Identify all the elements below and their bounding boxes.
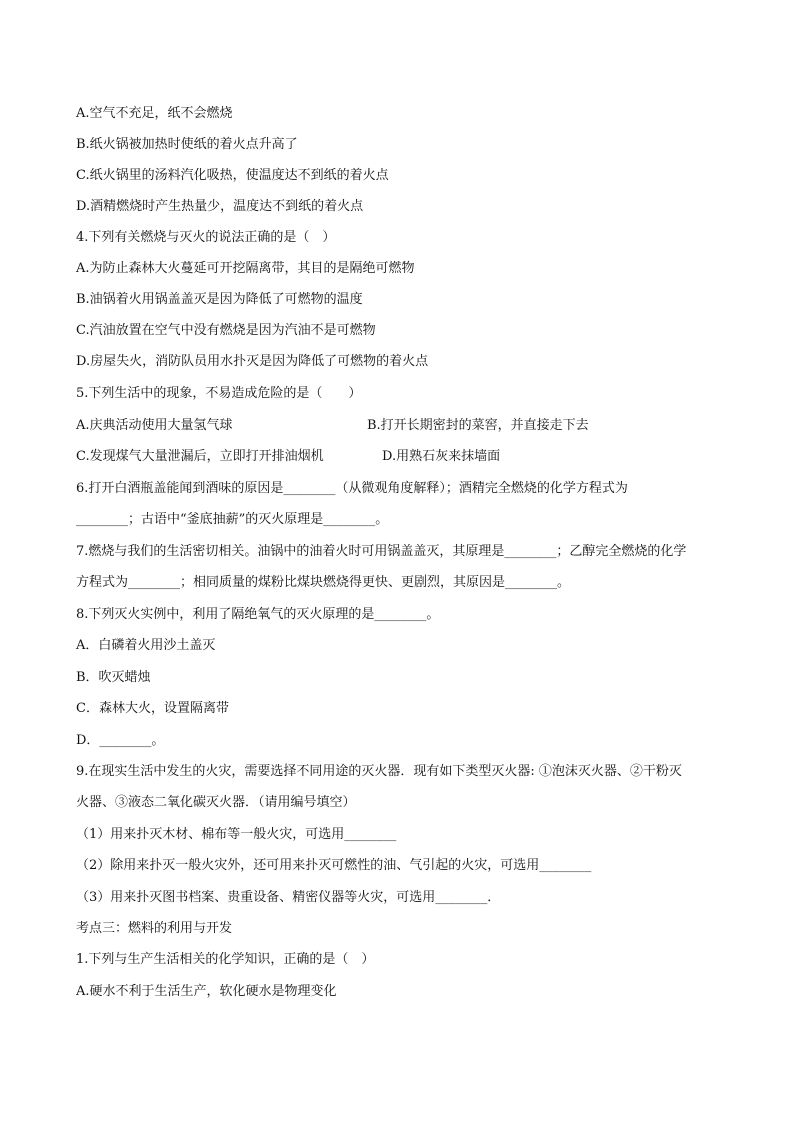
q4-stem: 4.下列有关燃烧与灭火的说法正确的是（ ） [76, 230, 336, 245]
q5-option-d: D.用熟石灰来抹墙面 [382, 449, 501, 464]
s3-q1-stem: 1.下列与生产生活相关的化学知识，正确的是（ ） [76, 952, 375, 967]
q9-sub-3: （3）用来扑灭图书档案、贵重设备、精密仪器等火灾，可选用________． [76, 890, 501, 905]
q8-option-c: C．森林大火，设置隔离带 [76, 701, 229, 716]
q7-line-1: 7.燃烧与我们的生活密切相关。油锅中的油着火时可用锅盖盖灭，其原理是________；乙醇完全燃烧的化学 [76, 544, 687, 559]
q3-option-a: A.空气不充足，纸不会燃烧 [76, 106, 233, 121]
q9-line-1: 9.在现实生活中发生的火灾，需要选择不同用途的灭火器．现有如下类型灭火器: ①泡沫灭火器、②干粉灭 [76, 764, 682, 779]
q7-line-2: 方程式为________；相同质量的煤粉比煤块燃烧得更快、更剧烈，其原因是________。 [76, 575, 571, 590]
q4-option-c: C.汽油放置在空气中没有燃烧是因为汽油不是可燃物 [76, 323, 376, 338]
q4-option-a: A.为防止森林大火蔓延可开挖隔离带，其目的是隔绝可燃物 [76, 261, 415, 276]
q6-line-2: ________；古语中“釜底抽薪”的灭火原理是________。 [76, 512, 389, 527]
q8-option-a: A．白磷着火用沙土盖灭 [76, 638, 216, 653]
q5-options-row-2 [76, 449, 501, 465]
q9-sub-2: （2）除用来扑灭一般火灾外，还可用来扑灭可燃性的油、气引起的火灾，可选用________ [76, 858, 592, 873]
q3-option-c: C.纸火锅里的汤料汽化吸热，使温度达不到纸的着火点 [76, 168, 389, 183]
q8-stem: 8.下列灭火实例中，利用了隔绝氧气的灭火原理的是________。 [76, 607, 440, 622]
q5-options-row-1 [76, 418, 589, 434]
q8-option-d: D．________。 [76, 733, 165, 748]
q6-line-1: 6.打开白酒瓶盖能闻到酒味的原因是________（从微观角度解释）；酒精完全燃烧的化学方程式为 [76, 481, 628, 496]
q9-line-2: 火器、③液态二氧化碳灭火器．（请用编号填空） [76, 795, 356, 810]
q5-stem: 5.下列生活中的现象，不易造成危险的是（ ） [76, 386, 362, 401]
q8-option-b: B．吹灭蜡烛 [76, 670, 151, 685]
s3-q1-option-a: A.硬水不利于生活生产，软化硬水是物理变化 [76, 984, 337, 999]
q5-option-b: B.打开长期密封的菜窖，并直接走下去 [367, 418, 589, 433]
section-heading: 考点三：燃料的利用与开发 [76, 921, 233, 936]
q4-option-d: D.房屋失火，消防队员用水扑灭是因为降低了可燃物的着火点 [76, 354, 429, 369]
q3-option-b: B.纸火锅被加热时使纸的着火点升高了 [76, 137, 298, 152]
q5-option-c: C.发现煤气大量泄漏后，立即打开排油烟机 [76, 449, 324, 464]
q4-option-b: B.油锅着火用锅盖盖灭是因为降低了可燃物的温度 [76, 292, 363, 307]
q3-option-d: D.酒精燃烧时产生热量少，温度达不到纸的着火点 [76, 199, 364, 214]
q5-option-a: A.庆典活动使用大量氢气球 [76, 418, 233, 433]
q9-sub-1: （1）用来扑灭木材、棉布等一般火灾，可选用________ [76, 827, 397, 842]
